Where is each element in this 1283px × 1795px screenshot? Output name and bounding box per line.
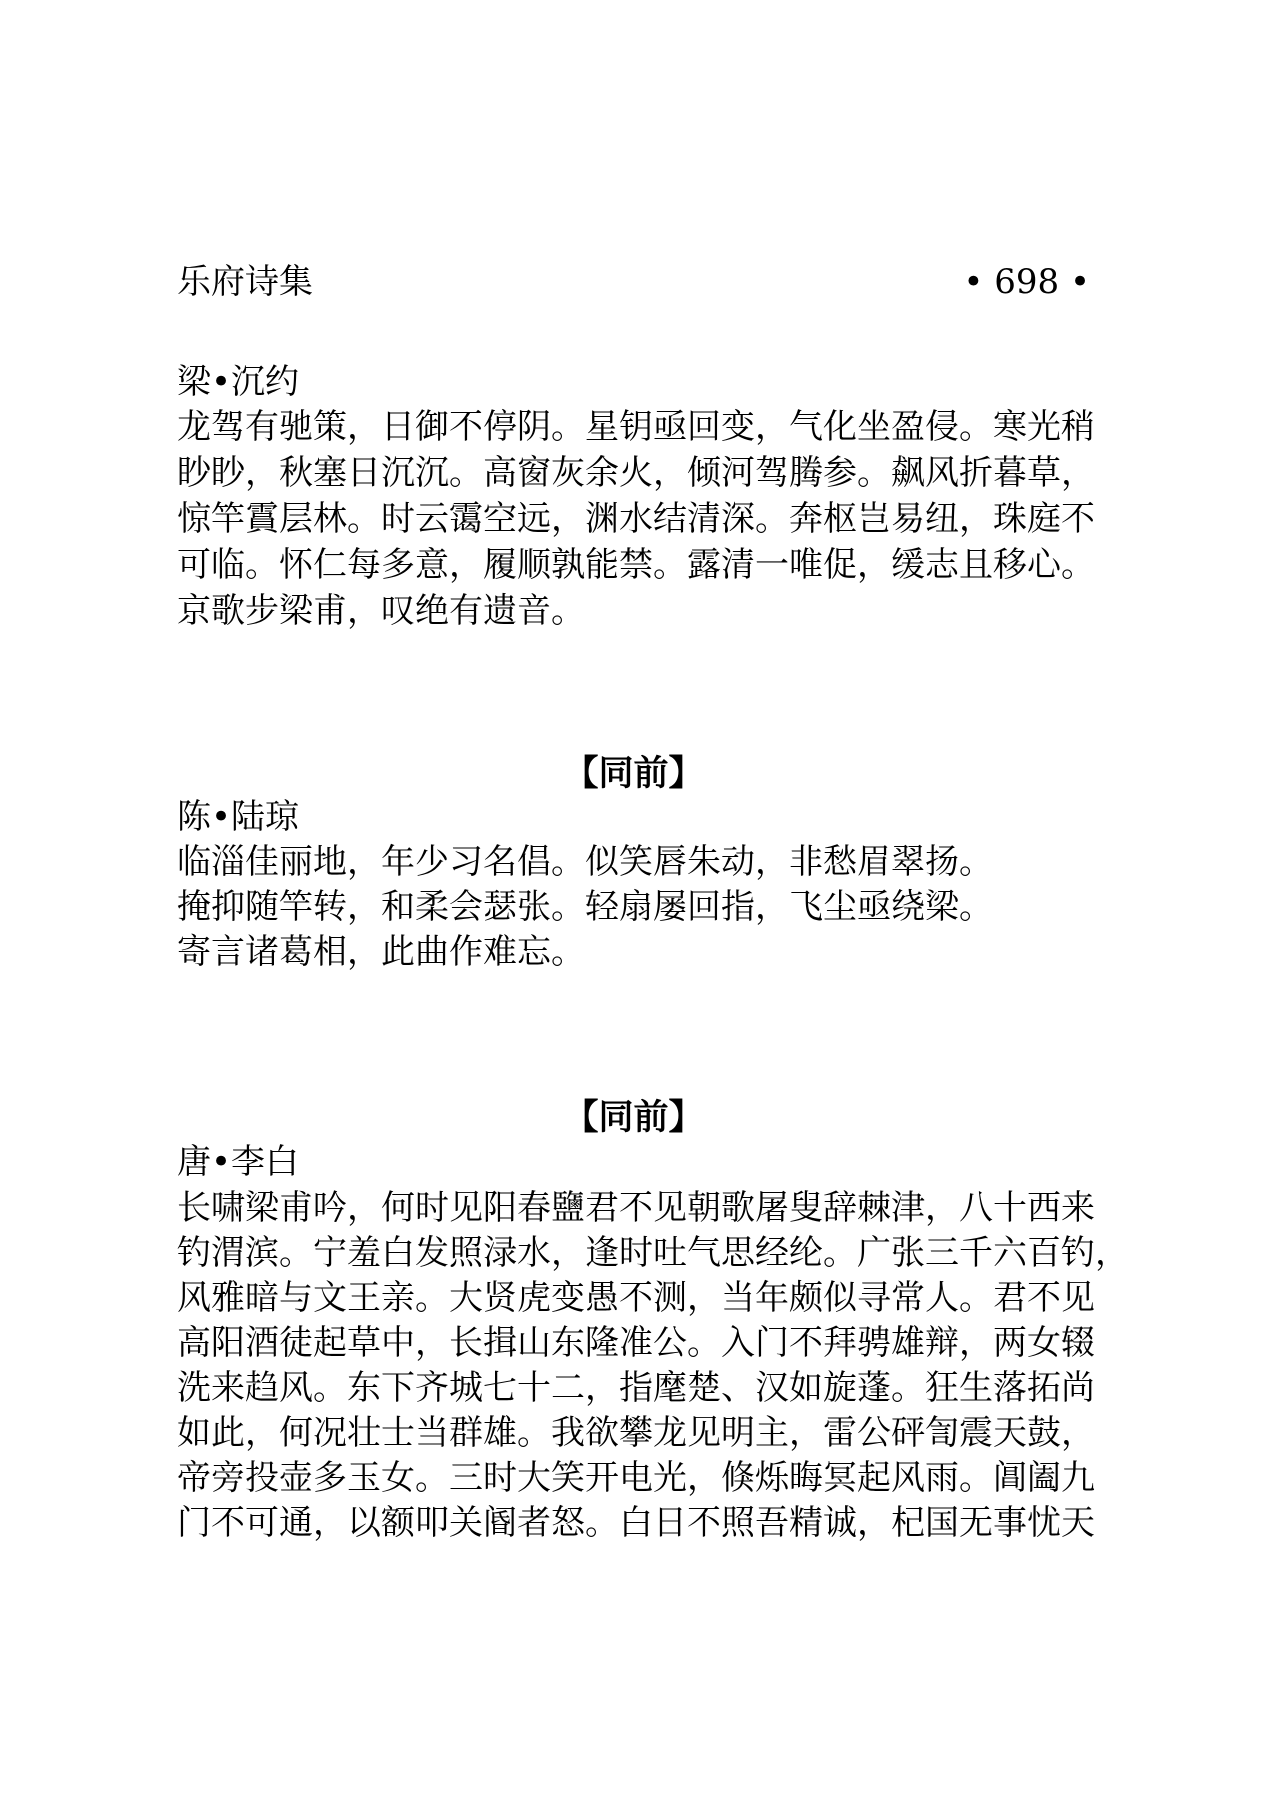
author-line: 唐•李白 [177,1142,300,1182]
poem-line: 钓渭滨。宁羞白发照渌水，逢时吐气思经纶。广张三千六百钓， [177,1233,1129,1273]
poem-line: 洗来趋风。东下齐城七十二，指麾楚、汉如旋蓬。狂生落拓尚 [177,1368,1095,1408]
section-heading: 【同前】 [563,753,704,794]
book-title: 乐府诗集 [177,262,313,302]
poem-line: 京歌步梁甫，叹绝有遗音。 [177,591,585,631]
author-line: 梁•沉约 [177,362,300,402]
poem-line: 风雅暗与文王亲。大贤虎变愚不测，当年颇似寻常人。君不见 [177,1278,1095,1318]
poem-line: 惊竿霣层林。时云霭空远，渊水结清深。奔枢岂易纽，珠庭不 [177,499,1095,539]
poem-line: 掩抑随竿转，和柔会瑟张。轻扇屡回指，飞尘亟绕梁。 [177,887,993,927]
author-line: 陈•陆琼 [177,797,300,837]
poem-line: 如此，何况壮士当群雄。我欲攀龙见明主，雷公砰訇震天鼓， [177,1413,1095,1453]
poem-line: 高阳酒徒起草中，长揖山东隆准公。入门不拜骋雄辩，两女辍 [177,1323,1095,1363]
page-header [177,262,1090,303]
poem-line: 寄言诸葛相，此曲作难忘。 [177,932,585,972]
poem-line: 临淄佳丽地，年少习名倡。似笑唇朱动，非愁眉翠扬。 [177,842,993,882]
poem-body [177,404,1117,634]
poem-line: 可临。怀仁每多意，履顺孰能禁。露清一唯促，缓志且移心。 [177,545,1095,585]
section-heading: 【同前】 [563,1097,704,1138]
page-number: • 698 • [963,262,1090,302]
poem-body [177,1186,1129,1546]
poem-body [177,840,1117,975]
poem-line: 门不可通，以额叩关阍者怒。白日不照吾精诚，杞国无事忧天 [177,1503,1095,1543]
poem-line: 长啸梁甫吟，何时见阳春鹽君不见朝歌屠叟辞棘津，八十西来 [177,1188,1095,1228]
poem-line: 帝旁投壶多玉女。三时大笑开电光，倏烁晦冥起风雨。阊阖九 [177,1458,1095,1498]
poem-line: 眇眇，秋塞日沉沉。高窗灰余火，倾河驾腾参。飙风折暮草， [177,453,1095,493]
poem-line: 龙驾有驰策，日御不停阴。星钥亟回变，气化坐盈侵。寒光稍 [177,407,1095,447]
